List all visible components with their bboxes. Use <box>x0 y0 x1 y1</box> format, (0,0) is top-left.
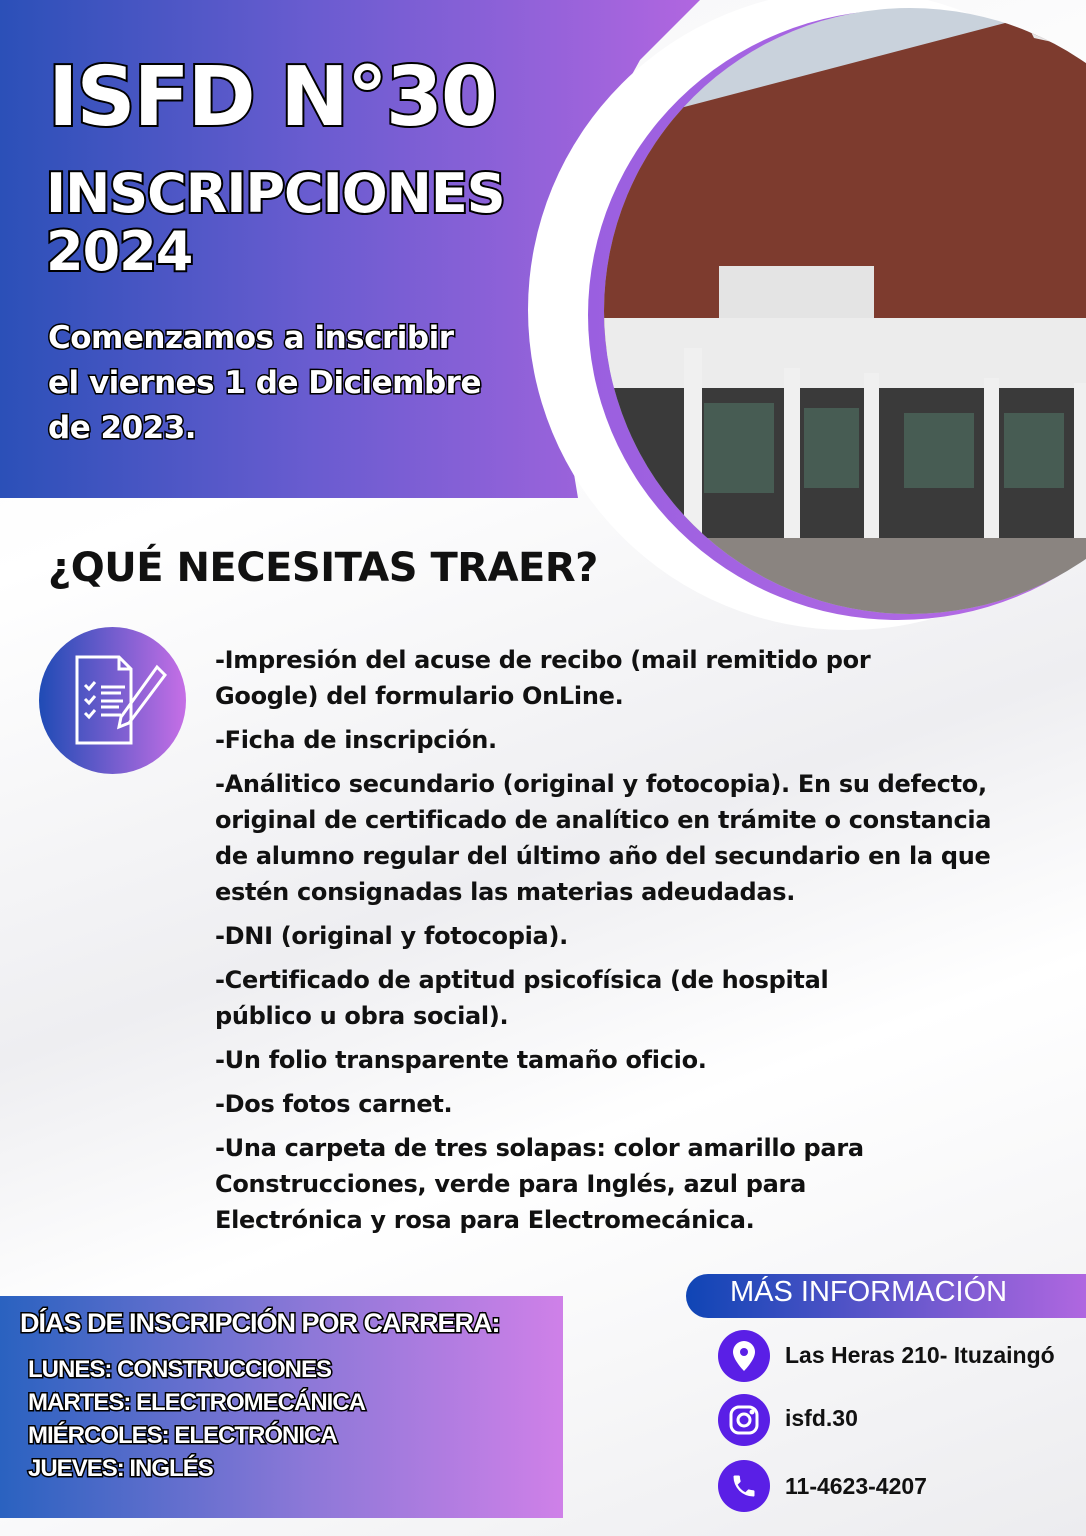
list-item: -Certificado de aptitud psicofísica (de hospital público u obra social). <box>215 966 829 1030</box>
start-date-text: Comenzamos a inscribir el viernes 1 de Diciembre de 2023. <box>48 320 481 446</box>
list-item: -Un folio transparente tamaño oficio. <box>215 1046 707 1074</box>
phone-icon <box>718 1460 770 1512</box>
instagram-handle[interactable]: isfd.30 <box>785 1405 858 1431</box>
day-item: MARTES: ELECTROMECÁNICA <box>28 1389 365 1416</box>
list-item: -Dos fotos carnet. <box>215 1090 453 1118</box>
location-pin-icon <box>718 1330 770 1382</box>
requirements-list <box>215 642 1005 1246</box>
enrollment-days-panel <box>0 1296 563 1518</box>
institution-title: ISFD N°30 <box>48 50 496 145</box>
enrollment-title: INSCRIPCIONES 2024 <box>46 162 505 283</box>
days-heading: DÍAS DE INSCRIPCIÓN POR CARRERA: <box>20 1308 500 1338</box>
phone-number[interactable]: 11-4623-4207 <box>785 1473 927 1499</box>
checklist-pen-icon <box>39 627 186 774</box>
requirements-heading: ¿QUÉ NECESITAS TRAER? <box>48 545 598 591</box>
list-item: -Ficha de inscripción. <box>215 726 497 754</box>
address-text: Las Heras 210- Ituzaingó <box>785 1342 1055 1368</box>
building-photo <box>528 0 1086 640</box>
list-item: -Una carpeta de tres solapas: color amarillo para Construcciones, verde para Inglés, azul para Electrónica y rosa para Electromecánica. <box>215 1134 864 1234</box>
instagram-icon[interactable] <box>718 1394 770 1446</box>
more-info-banner: MÁS INFORMACIÓN <box>686 1274 1086 1318</box>
day-item: MIÉRCOLES: ELECTRÓNICA <box>28 1422 337 1449</box>
day-item: JUEVES: INGLÉS <box>28 1455 213 1482</box>
day-item: LUNES: CONSTRUCCIONES <box>28 1356 332 1383</box>
list-item: -Análitico secundario (original y fotocopia). En su defecto, original de certificado de analítico en trámite o constancia de alumno regular del último año del secundario en la que estén consignadas las materias adeudadas. <box>215 770 992 906</box>
list-item: -Impresión del acuse de recibo (mail remitido por Google) del formulario OnLine. <box>215 646 871 710</box>
list-item: -DNI (original y fotocopia). <box>215 922 568 950</box>
